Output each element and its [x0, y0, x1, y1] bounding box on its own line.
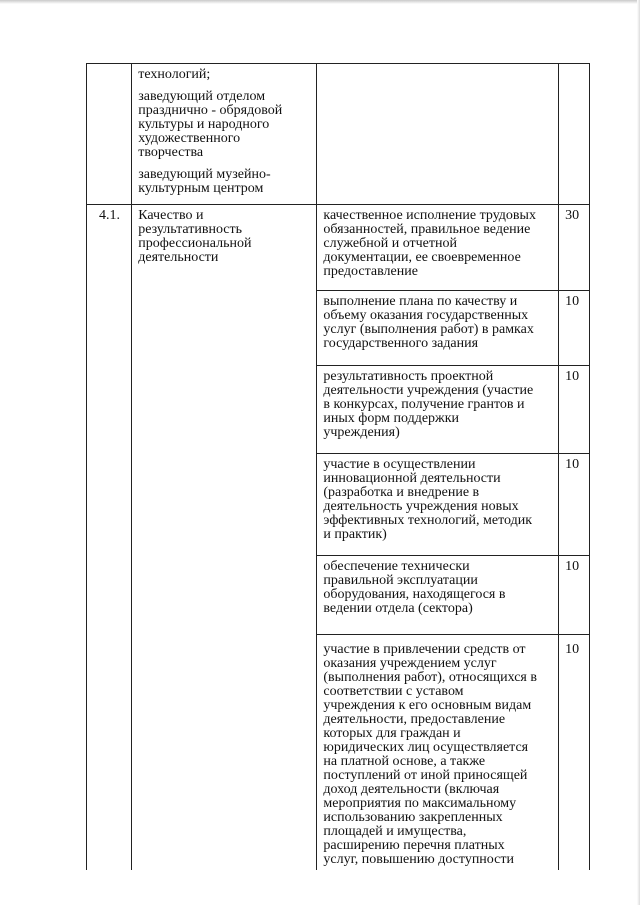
criteria-table — [86, 63, 590, 870]
positions-cell — [132, 64, 317, 205]
table-row — [87, 205, 590, 291]
criterion-text: обеспечение технически правильной эксплуатации оборудования, находящегося в ведении отдела (сектора) — [317, 556, 559, 635]
criterion-score: 10 — [559, 366, 590, 454]
position-text: заведующий музейно- культурным центром — [138, 167, 271, 196]
criterion-score: 30 — [559, 205, 590, 291]
criterion-text: результативность проектной деятельности учреждения (участие в конкурсах, получение грантов и иных форм поддержки учреждения) — [317, 366, 559, 454]
table-row-continuation — [87, 64, 590, 205]
scan-top-edge — [0, 0, 640, 4]
number-cell-empty — [87, 64, 132, 205]
criterion-text: участие в осуществлении инновационной деятельности (разработка и внедрение в деятельность учреждения новых эффективных технологий, методик и практик) — [317, 454, 559, 556]
criterion-text: участие в привлечении средств от оказания учреждением услуг (выполнения работ), относящихся в соответствии с уставом учреждения к его основным видам деятельности, предоставление которых для граждан и юридических лиц осуществляется на платной основе, а также поступлений от иной приносящей доход деятельности (включая мероприятия по максимальному использованию закрепленных площадей и имущества, расширению перечня платных услуг, повышению доступности — [317, 635, 559, 871]
criteria-cell-empty — [317, 64, 559, 205]
position-text: технологий; — [138, 67, 211, 82]
criterion-score: 10 — [559, 556, 590, 635]
criterion-score: 10 — [559, 291, 590, 366]
criterion-score: 10 — [559, 454, 590, 556]
section-title: Качество и результативность профессиональной деятельности — [132, 205, 317, 871]
criterion-score: 10 — [559, 635, 590, 871]
position-text: заведующий отделом празднично - обрядовой культуры и народного художественного творчества — [138, 89, 283, 160]
criterion-text: качественное исполнение трудовых обязанностей, правильное ведение служебной и отчетной документации, ее своевременное предоставление — [317, 205, 559, 291]
criterion-text: выполнение плана по качеству и объему оказания государственных услуг (выполнения работ) в рамках государственного задания — [317, 291, 559, 366]
section-number: 4.1. — [87, 205, 132, 871]
score-cell-empty — [559, 64, 590, 205]
